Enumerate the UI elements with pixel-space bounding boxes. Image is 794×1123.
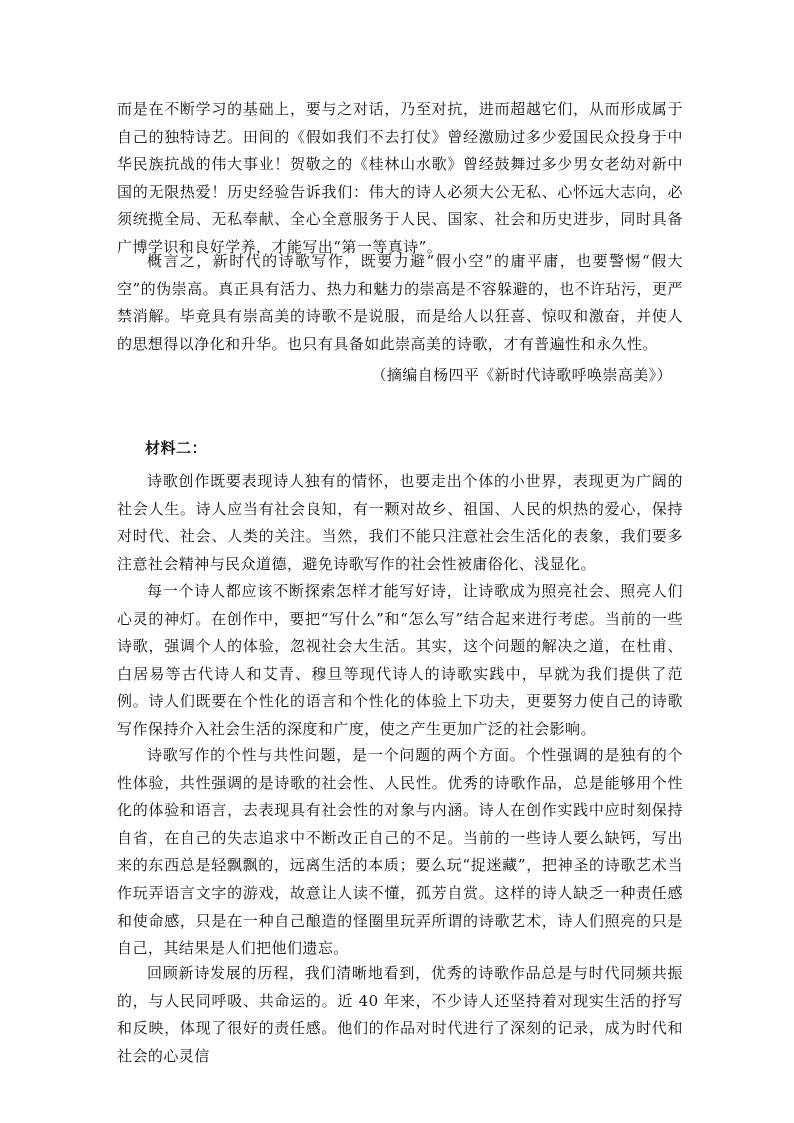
material-two-paragraph-1: 诗歌创作既要表现诗人独有的情怀，也要走出个体的小世界，表现更为广阔的社会人生。诗人应当有社会良知，有一颗对故乡、祖国、人民的炽热的爱心，保持对时代、社会、人类的关注。当然，我们不能只注意社会生活化的表象，我们要多注意社会精神与民众道德，避免诗歌写作的社会性被庸俗化、浅显化。: [117, 472, 683, 573]
material-two-paragraph-3: 诗歌写作的个性与共性问题，是一个问题的两个方面。个性强调的是独有的个性体验，共性强调的是诗歌的社会性、人民性。优秀的诗歌作品，总是能够用个性化的体验和语言，去表现具有社会性的对象与内涵。诗人在创作实践中应时刻保持自省，在自己的失志追求中不断改正自己的不足。当前的一些诗人要么缺钙，写出来的东西总是轻飘飘的，远离生活的本质；要么玩“捉迷藏”，把神圣的诗歌艺术当作玩弄语言文字的游戏，故意让人读不懂，孤芳自赏。这样的诗人缺乏一种责任感和使命感，只是在一种自己酿造的怪圈里玩弄所谓的诗歌艺术，诗人们照亮的只是自己，其结果是人们把他们遗忘。: [117, 746, 683, 958]
material-two-paragraph-2: 每一个诗人都应该不断探索怎样才能写好诗，让诗歌成为照亮社会、照亮人们心灵的神灯。在创作中，要把“写什么”和“怎么写”结合起来进行考虑。当前的一些诗歌，强调个人的体验，忽视社会大生活。其实，这个问题的解决之道，在杜甫、白居易等古代诗人和艾青、穆旦等现代诗人的诗歌实践中，早就为我们提供了范例。诗人们既要在个性化的语言和个性化的体验上下功夫，更要努力使自己的诗歌写作保持介入社会生活的深度和广度，使之产生更加广泛的社会影响。: [117, 582, 683, 738]
material-one-paragraph-2: 概言之，新时代的诗歌写作，既要力避“假小空”的庸平庸，也要警惕“假大空”的伪崇高。真正具有活力、热力和魅力的崇高是不容躲避的，也不许玷污，更严禁消解。毕竟具有崇高美的诗歌不是说服，而是给人以狂喜、惊叹和激奋，并使人的思想得以净化和升华。也只有具备如此崇高美的诗歌，才有普遍性和永久性。: [117, 252, 683, 353]
material-two-paragraph-4: 回顾新诗发展的历程，我们清晰地看到，优秀的诗歌作品总是与时代同频共振的，与人民同呼吸、共命运的。近 40 年来，不少诗人还坚持着对现实生活的抒写和反映，体现了很好的责任感。他们的作品对时代进行了深刻的记录，成为时代和社会的心灵信: [117, 964, 683, 1065]
material-two-heading: 材料二：: [145, 439, 208, 457]
material-one-paragraph-1: 而是在不断学习的基础上，要与之对话，乃至对抗，进而超越它们，从而形成属于自己的独特诗艺。田间的《假如我们不去打仗》曾经激励过多少爱国民众投身于中华民族抗战的伟大事业！贺敬之的《桂林山水歌》曾经鼓舞过多少男女老幼对新中国的无限热爱！历史经验告诉我们：伟大的诗人必须大公无私、心怀远大志向，必须统揽全局、无私奉献、全心全意服务于人民、国家、社会和历史进步，同时具备广博学识和良好学养，才能写出“第一等真诗”。: [117, 100, 683, 256]
material-one-citation: （摘编自杨四平《新时代诗歌呼唤崇高美》）: [371, 366, 672, 384]
